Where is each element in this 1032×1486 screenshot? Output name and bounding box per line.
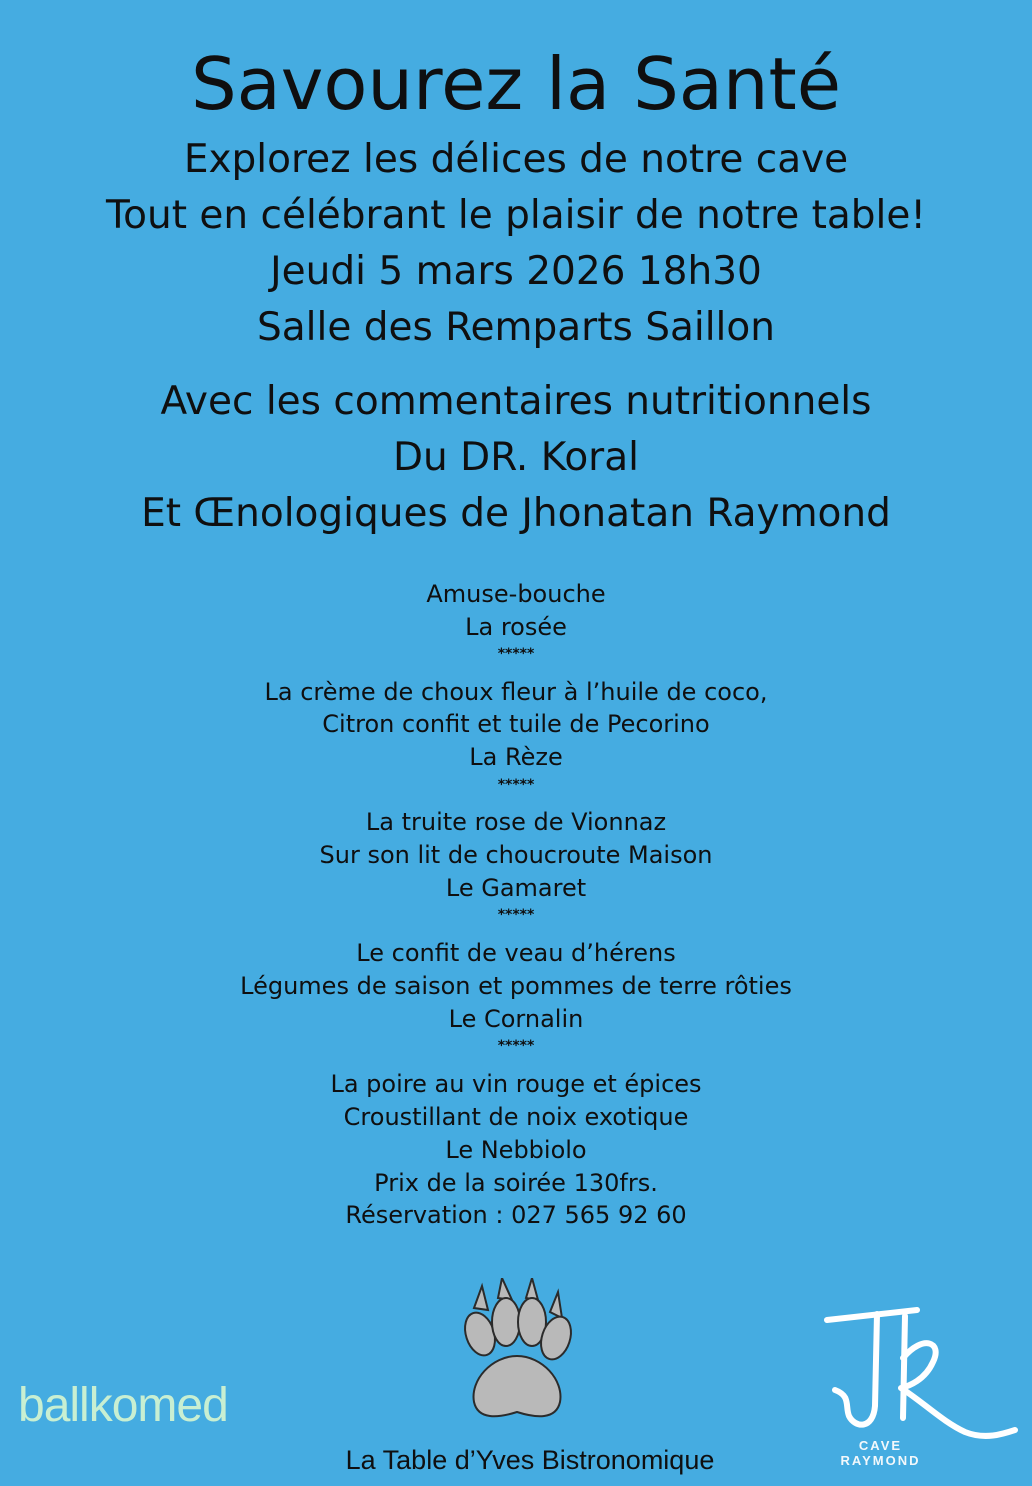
menu-wine: Le Gamaret (445, 874, 587, 902)
reservation-label: Réservation : 027 565 92 60 (345, 1201, 687, 1229)
menu-item: La poire au vin rouge et épices (330, 1070, 702, 1098)
menu-item: La crème de choux fleur à l’huile de coco, (264, 678, 768, 706)
menu-item: La truite rose de Vionnaz (365, 808, 667, 836)
menu-item: Croustillant de noix exotique (343, 1103, 689, 1131)
subtitle-line-1: Explorez les délices de notre cave (183, 137, 849, 182)
page-title: Savourez la Santé (190, 42, 842, 126)
commentary-line-3: Et Œnologiques de Jhonatan Raymond (141, 491, 891, 536)
menu-item: Le confit de veau d’hérens (356, 939, 676, 967)
menu-item: Légumes de saison et pommes de terre rôties (240, 972, 792, 1000)
menu-separator: ***** (497, 646, 535, 662)
subtitle-line-2: Tout en célébrant le plaisir de notre table! (105, 193, 927, 238)
restaurant-name: La Table d’Yves Bistronomique (345, 1445, 715, 1475)
menu-separator: ***** (497, 1038, 535, 1054)
menu-wine: Le Nebbiolo (445, 1136, 587, 1164)
menu-item: Citron confit et tuile de Pecorino (322, 710, 710, 738)
menu-wine: La Rèze (469, 743, 563, 771)
menu-separator: ***** (497, 777, 535, 793)
menu-item: Amuse-bouche (426, 580, 606, 608)
menu-item: Sur son lit de choucroute Maison (319, 841, 713, 869)
menu-wine: Le Cornalin (448, 1005, 584, 1033)
commentary-line-1: Avec les commentaires nutritionnels (160, 379, 872, 424)
menu-wine: La rosée (465, 613, 567, 641)
ballkomed-logo: ballkomed (18, 1379, 228, 1432)
price-label: Prix de la soirée 130frs. (374, 1169, 658, 1197)
paw-icon (452, 1278, 582, 1426)
commentary-line-2: Du DR. Koral (393, 435, 639, 480)
cave-raymond-text: CAVE RAYMOND (840, 1438, 921, 1468)
menu-separator: ***** (497, 907, 535, 923)
event-date: Jeudi 5 mars 2026 18h30 (270, 249, 762, 294)
event-venue: Salle des Remparts Saillon (257, 305, 775, 350)
